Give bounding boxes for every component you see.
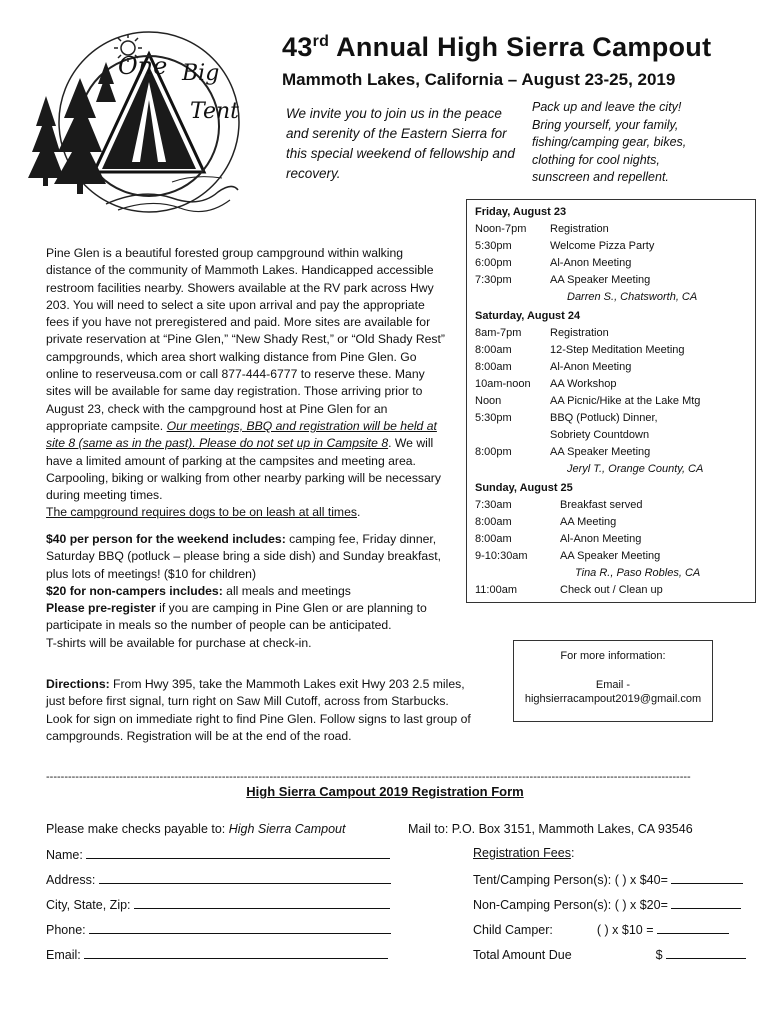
payable-note: Please make checks payable to: High Sierra Campout	[46, 822, 346, 836]
friday-heading: Friday, August 23	[475, 206, 567, 218]
logo-word-big: Big	[182, 61, 220, 86]
saturday-heading: Saturday, August 24	[475, 310, 581, 322]
pine-trees-icon	[28, 62, 116, 194]
schedule-row: 10am-noon AA Workshop	[475, 378, 617, 390]
directions-text: Directions: From Hwy 395, take the Mammoth Lakes exit Hwy 203 2.5 miles, just before first signal, turn right on Saw Mill Cutoff, across from Starbucks. Look for sign on immediate right to find Pine Glen. Follow signs to last group of campgrounds. Registration will be at the end of the road.	[46, 677, 471, 743]
schedule-row: 8:00am Al-Anon Meeting	[475, 533, 642, 545]
schedule-row: 11:00am Check out / Clean up	[475, 584, 663, 596]
friday-speaker: Darren S., Chatsworth, CA	[567, 291, 698, 303]
total-amount-field[interactable]: Total Amount Due $	[473, 946, 746, 962]
saturday-speaker: Jeryl T., Orange County, CA	[567, 463, 704, 475]
registration-fees-heading: Registration Fees:	[473, 846, 575, 860]
schedule-row: 8:00pm AA Speaker Meeting	[475, 446, 651, 458]
schedule-row: 8:00am AA Meeting	[475, 516, 617, 528]
mail-to-address: Mail to: P.O. Box 3151, Mammoth Lakes, CA 93546	[408, 822, 693, 836]
one-big-tent-logo	[22, 22, 272, 222]
pricing-details: $40 per person for the weekend includes: camping fee, Friday dinner, Saturday BBQ (potluck – please bring a side dish) and Sunday breakfast, plus lots of meetings! ($10 for children) $20 for non-campers includes: all meals and meetings Please pre-register if you are camping in Pine Glen or are planning to participate in meals so the number of people can be anticipated. T-shirts will be available for purchase at check-in.	[46, 532, 441, 650]
schedule-row: 9-10:30am AA Speaker Meeting	[475, 550, 661, 562]
event-subtitle: Mammoth Lakes, California – August 23-25, 2019	[282, 70, 676, 89]
page-title: 43rd Annual High Sierra Campout	[282, 32, 712, 62]
schedule-row: 8:00am Al-Anon Meeting	[475, 361, 632, 373]
logo-word-tent: Tent	[190, 99, 239, 124]
schedule-row: 7:30pm AA Speaker Meeting	[475, 274, 651, 286]
email-field[interactable]: Email:	[46, 946, 388, 962]
registration-form-title: High Sierra Campout 2019 Registration Form	[246, 784, 524, 799]
schedule-row: 5:30pm BBQ (Potluck) Dinner,	[475, 412, 658, 424]
non-camping-fee-field[interactable]: Non-Camping Person(s): ( ) x $20=	[473, 896, 741, 912]
name-field[interactable]: Name:	[46, 846, 390, 862]
schedule-box	[466, 199, 756, 603]
packup-text: Pack up and leave the city! Bring yourself, your family, fishing/camping gear, bikes, clothing for cool nights, sunscreen and repellent.	[532, 100, 687, 184]
tent-camping-fee-field[interactable]: Tent/Camping Person(s): ( ) x $40=	[473, 871, 743, 887]
logo-word-one: One	[118, 52, 168, 80]
schedule-row: Sobriety Countdown	[550, 429, 650, 441]
schedule-row: 6:00pm Al-Anon Meeting	[475, 257, 632, 269]
city-state-zip-field[interactable]: City, State, Zip:	[46, 896, 390, 912]
invitation-text: We invite you to join us in the peace and serenity of the Eastern Sierra for this special weekend of fellowship and recovery.	[286, 106, 515, 181]
child-camper-fee-field[interactable]: Child Camper: ( ) x $10 =	[473, 921, 729, 937]
contact-email-link[interactable]: highsierracampout2019@gmail.com	[524, 693, 702, 705]
schedule-row: Noon-7pm Registration	[475, 223, 609, 235]
schedule-row: 8am-7pm Registration	[475, 327, 609, 339]
sunday-speaker: Tina R., Paso Robles, CA	[575, 567, 701, 579]
campground-description: Pine Glen is a beautiful forested group campground within walking distance of the community of Mammoth Lakes. Handicapped accessible restroom facilities nearby. Showers available at the RV park across Hwy 203. You will need to select a site upon arrival and pay the appropriate fees if you have not preregistered and paid. More sites are available for private reservation at “Pine Glen,” “New Shady Rest,” or “Old Shady Rest” campgrounds, which area short walking distance from Pine Glen. Go online to reserveusa.com or call 877-444-6777 to reserve these. Many sites will be available for same day registration. Those arriving prior to August 23, check with the campground host at Pine Glen for an appropriate campsite. Our meetings, BBQ and registration will be held at site 8 (same as in the past). Please do not set up in Campsite 8. We will have a limited amount of parking at the campsites and meeting area. Carpooling, biking or walking from other nearby parking will be necessary during meeting times. The campground requires dogs to be on leash at all times.	[46, 246, 445, 520]
phone-field[interactable]: Phone:	[46, 921, 391, 937]
address-field[interactable]: Address:	[46, 871, 391, 887]
schedule-row: Noon AA Picnic/Hike at the Lake Mtg	[475, 395, 701, 407]
schedule-row: 5:30pm Welcome Pizza Party	[475, 240, 655, 252]
schedule-row: 7:30am Breakfast served	[475, 499, 643, 511]
cut-line-divider: --------------------------------------------------------------------------------------------------------------------------------------------------------------------------------	[46, 771, 691, 783]
schedule-row: 8:00am 12-Step Meditation Meeting	[475, 344, 685, 356]
sunday-heading: Sunday, August 25	[475, 482, 573, 494]
info-box: For more information: Email - highsierracampout2019@gmail.com	[513, 640, 713, 722]
